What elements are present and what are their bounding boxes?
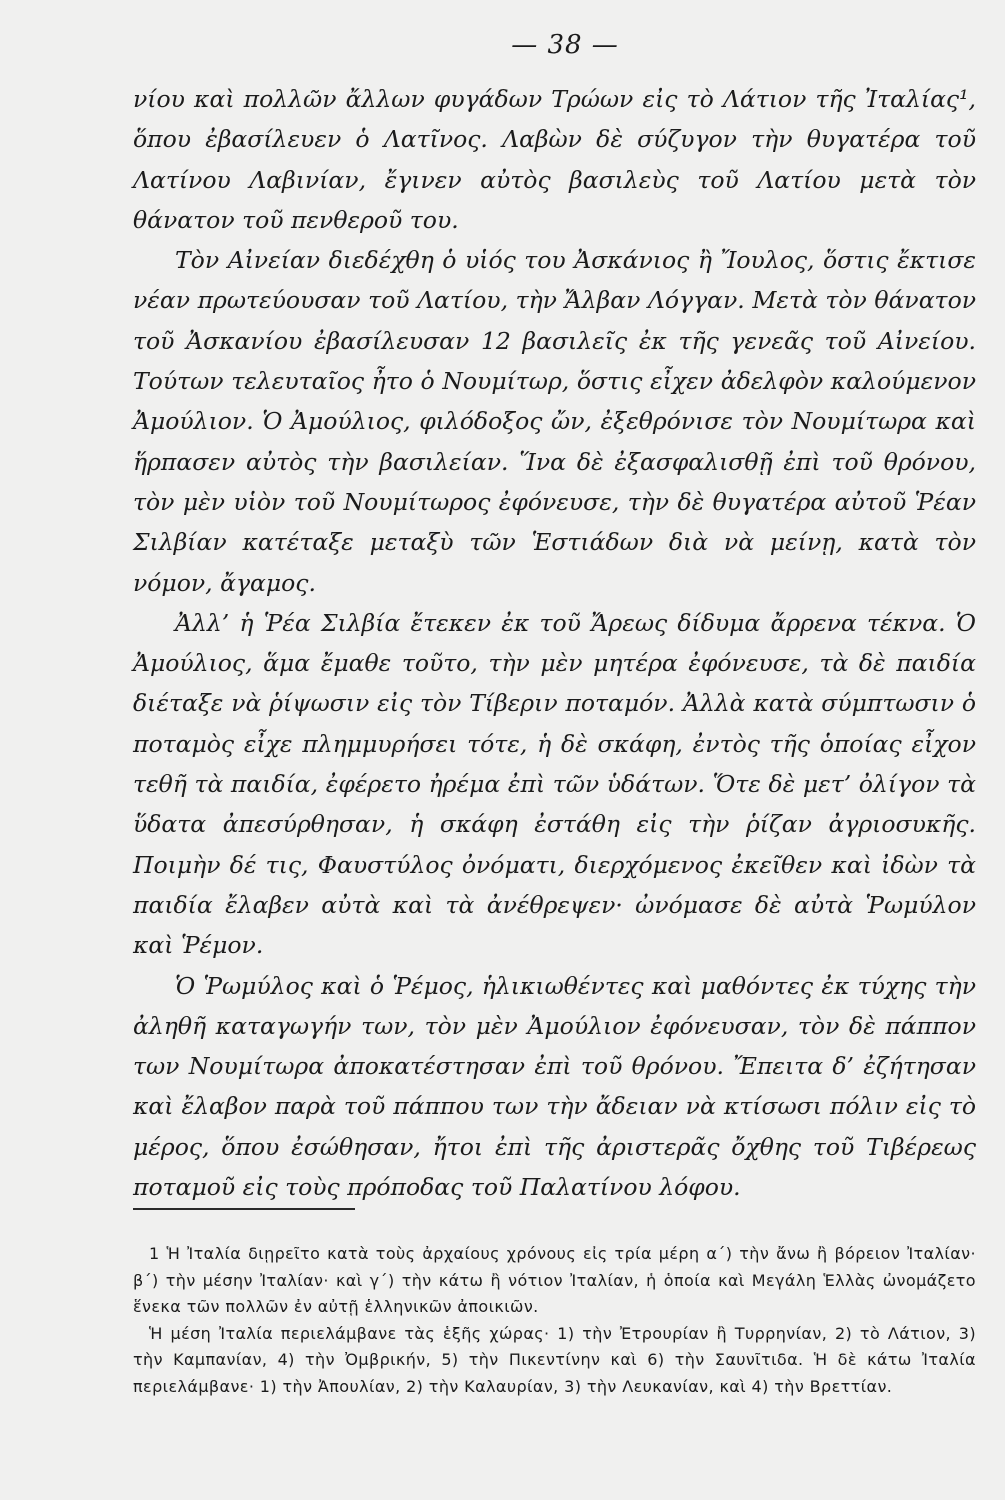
page-number: — 38 —: [511, 30, 619, 60]
main-text: [133, 79, 976, 1207]
paragraph: Ἀλλ’ ἡ Ῥέα Σιλβία ἔτεκεν ἐκ τοῦ Ἄρεως δίδυμα ἄρρενα τέκνα. Ὁ Ἀμούλιος, ἅμα ἔμαθε τοῦτο, τὴν μὲν μητέρα ἐφόνευσε, τὰ δὲ παιδία διέταξε νὰ ῥίψωσιν εἰς τὸν Τίβεριν ποταμόν. Ἀλλὰ κατὰ σύμπτωσιν ὁ ποταμὸς εἶχε πλημμυρήσει τότε, ἡ δὲ σκάφη, ἐντὸς τῆς ὁποίας εἶχον τεθῆ τὰ παιδία, ἐφέρετο ἠρέμα ἐπὶ τῶν ὑδάτων. Ὅτε δὲ μετ’ ὀλίγον τὰ ὕδατα ἀπεσύρθησαν, ἡ σκάφη ἐστάθη εἰς τὴν ῥίζαν ἀγριοσυκῆς. Ποιμὴν δέ τις, Φαυστύλος ὀνόματι, διερχόμενος ἐκεῖθεν καὶ ἰδὼν τὰ παιδία ἔλαβεν αὐτὰ καὶ τὰ ἀνέθρεψεν· ὠνόμασε δὲ αὐτὰ Ῥωμύλον καὶ Ῥέμον.: [133, 608, 976, 960]
footnotes: [133, 1241, 976, 1400]
footnote-divider: [133, 1208, 355, 1210]
footnote: 1 Ἡ Ἰταλία διῃρεῖτο κατὰ τοὺς ἀρχαίους χρόνους εἰς τρία μέρη α΄) τὴν ἄνω ἢ βόρειον Ἰταλίαν· β΄) τὴν μέσην Ἰταλίαν· καὶ γ΄) τὴν κάτω ἢ νότιον Ἰταλίαν, ἡ ὁποία καὶ Μεγάλη Ἑλλὰς ὠνομάζετο ἕνεκα τῶν πολλῶν ἐν αὐτῇ ἑλληνικῶν ἀποικιῶν.: [133, 1244, 976, 1316]
paragraph: Ὁ Ῥωμύλος καὶ ὁ Ῥέμος, ἡλικιωθέντες καὶ μαθόντες ἐκ τύχης τὴν ἀληθῆ καταγωγήν των, τὸν μὲν Ἀμούλιον ἐφόνευσαν, τὸν δὲ πάππον των Νουμίτωρα ἀποκατέστησαν ἐπὶ τοῦ θρόνου. Ἔπειτα δ’ ἐζήτησαν καὶ ἔλαβον παρὰ τοῦ πάππου των τὴν ἄδειαν νὰ κτίσωσι πόλιν εἰς τὸ μέρος, ὅπου ἐσώθησαν, ἤτοι ἐπὶ τῆς ἀριστερᾶς ὄχθης τοῦ Τιβέρεως ποταμοῦ εἰς τοὺς πρόποδας τοῦ Παλατίνου λόφου.: [133, 971, 976, 1202]
paragraph: νίου καὶ πολλῶν ἄλλων φυγάδων Τρώων εἰς τὸ Λάτιον τῆς Ἰταλίας¹, ὅπου ἐβασίλευεν ὁ Λατῖνος. Λαβὼν δὲ σύζυγον τὴν θυγατέρα τοῦ Λατίνου Λαβινίαν, ἔγινεν αὐτὸς βασιλεὺς τοῦ Λατίου μετὰ τὸν θάνατον τοῦ πενθεροῦ του.: [133, 85, 976, 234]
paragraph: Τὸν Αἰνείαν διεδέχθη ὁ υἱός του Ἀσκάνιος ἢ Ἴουλος, ὅστις ἔκτισε νέαν πρωτεύουσαν τοῦ Λατίου, τὴν Ἄλβαν Λόγγαν. Μετὰ τὸν θάνατον τοῦ Ἀσκανίου ἐβασίλευσαν 12 βασιλεῖς ἐκ τῆς γενεᾶς τοῦ Αἰνείου. Τούτων τελευταῖος ἦτο ὁ Νουμίτωρ, ὅστις εἶχεν ἀδελφὸν καλούμενον Ἀμούλιον. Ὁ Ἀμούλιος, φιλόδοξος ὤν, ἐξεθρόνισε τὸν Νουμίτωρα καὶ ἥρπασεν αὐτὸς τὴν βασιλείαν. Ἵνα δὲ ἐξασφαλισθῇ ἐπὶ τοῦ θρόνου, τὸν μὲν υἱὸν τοῦ Νουμίτωρος ἐφόνευσε, τὴν δὲ θυγατέρα αὐτοῦ Ῥέαν Σιλβίαν κατέταξε μεταξὺ τῶν Ἑστιάδων διὰ νὰ μείνῃ, κατὰ τὸν νόμον, ἄγαμος.: [133, 246, 976, 597]
footnote: Ἡ μέση Ἰταλία περιελάμβανε τὰς ἑξῆς χώρας· 1) τὴν Ἐτρουρίαν ἢ Τυρρηνίαν, 2) τὸ Λάτιον, 3) τὴν Καμπανίαν, 4) τὴν Ὀμβρικήν, 5) τὴν Πικεντίνην καὶ 6) τὴν Σαυνῖτιδα. Ἡ δὲ κάτω Ἰταλία περιελάμβανε· 1) τὴν Ἀπουλίαν, 2) τὴν Καλαυρίαν, 3) τὴν Λευκανίαν, καὶ 4) τὴν Βρεττίαν.: [133, 1323, 976, 1396]
